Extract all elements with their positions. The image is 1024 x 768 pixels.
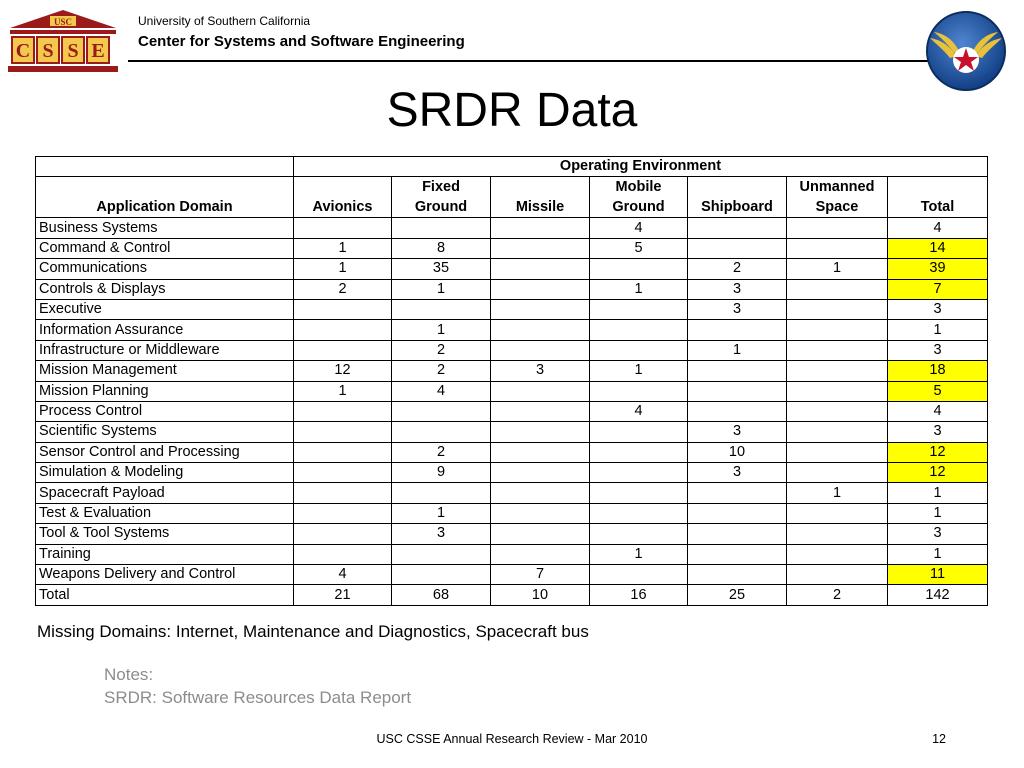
domain-cell: Mission Management (36, 361, 294, 381)
value-cell (491, 218, 590, 238)
table-row (36, 361, 988, 381)
value-cell (491, 299, 590, 319)
domain-cell: Total (36, 585, 294, 605)
total-cell: 1 (888, 320, 988, 340)
total-cell: 142 (888, 585, 988, 605)
page-number: 12 (932, 732, 946, 746)
value-cell (491, 340, 590, 360)
header-divider (128, 60, 928, 62)
value-cell (491, 544, 590, 564)
empty-corner-cell (36, 157, 294, 177)
notes-body: SRDR: Software Resources Data Report (104, 688, 412, 707)
table-row (36, 524, 988, 544)
domain-cell: Process Control (36, 401, 294, 421)
value-cell: 1 (590, 361, 688, 381)
table-row (36, 340, 988, 360)
value-cell: 7 (491, 565, 590, 585)
value-cell: 1 (590, 279, 688, 299)
value-cell: 4 (590, 401, 688, 421)
column-header-unmanned-space: Unmanned Space (787, 177, 888, 218)
value-cell: 2 (392, 361, 491, 381)
value-cell (392, 483, 491, 503)
air-force-roundel-logo (920, 10, 1012, 92)
value-cell: 21 (294, 585, 392, 605)
table-row (36, 585, 988, 605)
value-cell (491, 238, 590, 258)
domain-cell: Scientific Systems (36, 422, 294, 442)
value-cell: 9 (392, 463, 491, 483)
table-row (36, 503, 988, 523)
total-cell: 4 (888, 401, 988, 421)
total-cell: 1 (888, 483, 988, 503)
value-cell (491, 524, 590, 544)
domain-cell: Spacecraft Payload (36, 483, 294, 503)
value-cell (590, 381, 688, 401)
value-cell: 2 (688, 259, 787, 279)
value-cell: 8 (392, 238, 491, 258)
table-row (36, 238, 988, 258)
value-cell (294, 442, 392, 462)
total-cell: 12 (888, 463, 988, 483)
value-cell: 1 (392, 503, 491, 523)
column-header-total: Total (888, 177, 988, 218)
value-cell (294, 503, 392, 523)
value-cell: 1 (590, 544, 688, 564)
column-header-missile: Missile (491, 177, 590, 218)
total-cell: 1 (888, 503, 988, 523)
total-cell: 11 (888, 565, 988, 585)
logo-usc-text: USC (53, 17, 73, 27)
operating-environment-header: Operating Environment (294, 157, 988, 177)
column-header-avionics: Avionics (294, 177, 392, 218)
value-cell: 1 (688, 340, 787, 360)
value-cell (590, 422, 688, 442)
domain-cell: Tool & Tool Systems (36, 524, 294, 544)
table-row (36, 381, 988, 401)
total-cell: 4 (888, 218, 988, 238)
total-cell: 5 (888, 381, 988, 401)
value-cell (787, 401, 888, 421)
value-cell: 1 (294, 381, 392, 401)
domain-cell: Controls & Displays (36, 279, 294, 299)
value-cell: 10 (688, 442, 787, 462)
value-cell (294, 401, 392, 421)
value-cell (491, 320, 590, 340)
value-cell: 16 (590, 585, 688, 605)
total-cell: 3 (888, 340, 988, 360)
value-cell (590, 259, 688, 279)
value-cell (590, 483, 688, 503)
value-cell: 2 (392, 340, 491, 360)
value-cell (491, 381, 590, 401)
total-cell: 3 (888, 422, 988, 442)
value-cell: 3 (688, 463, 787, 483)
value-cell (294, 299, 392, 319)
value-cell (787, 238, 888, 258)
value-cell (787, 442, 888, 462)
value-cell (688, 544, 787, 564)
column-header-fixed-ground: Fixed Ground (392, 177, 491, 218)
table-row (36, 544, 988, 564)
value-cell: 5 (590, 238, 688, 258)
value-cell (491, 463, 590, 483)
table-row (36, 483, 988, 503)
group-header-row (36, 157, 988, 177)
center-name: Center for Systems and Software Engineering (138, 33, 465, 50)
table-row (36, 320, 988, 340)
column-header-row (36, 177, 988, 218)
total-cell: 12 (888, 442, 988, 462)
notes-heading: Notes: (104, 665, 154, 684)
table-row (36, 463, 988, 483)
value-cell (590, 503, 688, 523)
total-cell: 7 (888, 279, 988, 299)
value-cell (787, 381, 888, 401)
value-cell (787, 503, 888, 523)
value-cell (688, 361, 787, 381)
domain-cell: Training (36, 544, 294, 564)
value-cell (491, 503, 590, 523)
value-cell: 3 (491, 361, 590, 381)
value-cell: 1 (294, 259, 392, 279)
value-cell: 25 (688, 585, 787, 605)
value-cell (787, 422, 888, 442)
footer-text: USC CSSE Annual Research Review - Mar 2010 (376, 732, 648, 746)
value-cell (787, 299, 888, 319)
domain-cell: Executive (36, 299, 294, 319)
table-body (36, 218, 988, 605)
value-cell (392, 218, 491, 238)
total-cell: 14 (888, 238, 988, 258)
column-header-shipboard: Shipboard (688, 177, 787, 218)
value-cell (392, 544, 491, 564)
value-cell: 4 (392, 381, 491, 401)
value-cell (590, 524, 688, 544)
value-cell: 3 (688, 299, 787, 319)
value-cell (590, 565, 688, 585)
value-cell: 1 (294, 238, 392, 258)
value-cell: 4 (294, 565, 392, 585)
domain-cell: Business Systems (36, 218, 294, 238)
value-cell (590, 299, 688, 319)
value-cell (688, 401, 787, 421)
value-cell (787, 544, 888, 564)
value-cell (787, 279, 888, 299)
logo-letter-s1: S (42, 40, 54, 62)
value-cell (294, 218, 392, 238)
domain-cell: Communications (36, 259, 294, 279)
table-row (36, 299, 988, 319)
table-row (36, 442, 988, 462)
table-row (36, 218, 988, 238)
value-cell: 1 (787, 483, 888, 503)
srdr-data-table (35, 156, 988, 606)
value-cell (688, 524, 787, 544)
value-cell (392, 401, 491, 421)
value-cell (688, 483, 787, 503)
domain-cell: Simulation & Modeling (36, 463, 294, 483)
value-cell (688, 565, 787, 585)
org-name: University of Southern California (138, 14, 311, 28)
value-cell (590, 442, 688, 462)
value-cell: 2 (787, 585, 888, 605)
value-cell (294, 483, 392, 503)
domain-cell: Information Assurance (36, 320, 294, 340)
value-cell (294, 524, 392, 544)
value-cell: 1 (392, 279, 491, 299)
table-row (36, 565, 988, 585)
table-row (36, 279, 988, 299)
value-cell (688, 381, 787, 401)
value-cell (688, 503, 787, 523)
total-cell: 18 (888, 361, 988, 381)
total-cell: 39 (888, 259, 988, 279)
domain-cell: Weapons Delivery and Control (36, 565, 294, 585)
value-cell: 35 (392, 259, 491, 279)
value-cell (688, 218, 787, 238)
value-cell: 10 (491, 585, 590, 605)
domain-cell: Infrastructure or Middleware (36, 340, 294, 360)
total-cell: 1 (888, 544, 988, 564)
table-row (36, 401, 988, 421)
logo-letter-e: E (91, 40, 105, 62)
value-cell (392, 299, 491, 319)
value-cell (491, 401, 590, 421)
value-cell (787, 361, 888, 381)
value-cell (392, 565, 491, 585)
slide-title: SRDR Data (386, 84, 638, 137)
value-cell (787, 320, 888, 340)
value-cell (590, 320, 688, 340)
domain-cell: Sensor Control and Processing (36, 442, 294, 462)
value-cell (294, 422, 392, 442)
value-cell (787, 218, 888, 238)
value-cell (491, 259, 590, 279)
value-cell (688, 320, 787, 340)
value-cell (491, 279, 590, 299)
value-cell (787, 463, 888, 483)
value-cell: 1 (787, 259, 888, 279)
value-cell: 12 (294, 361, 392, 381)
value-cell (294, 544, 392, 564)
value-cell: 3 (688, 279, 787, 299)
value-cell (590, 340, 688, 360)
value-cell: 3 (392, 524, 491, 544)
table-row (36, 422, 988, 442)
column-header-mobile-ground: Mobile Ground (590, 177, 688, 218)
total-cell: 3 (888, 299, 988, 319)
value-cell: 2 (294, 279, 392, 299)
value-cell (787, 340, 888, 360)
total-cell: 3 (888, 524, 988, 544)
value-cell (294, 320, 392, 340)
missing-domains-text: Missing Domains: Internet, Maintenance and Diagnostics, Spacecraft bus (37, 622, 589, 641)
value-cell (294, 340, 392, 360)
usc-csse-logo (6, 10, 120, 74)
value-cell (590, 463, 688, 483)
value-cell (491, 422, 590, 442)
value-cell (787, 524, 888, 544)
value-cell (491, 442, 590, 462)
domain-cell: Test & Evaluation (36, 503, 294, 523)
value-cell: 1 (392, 320, 491, 340)
logo-letter-c: C (15, 40, 31, 62)
domain-cell: Mission Planning (36, 381, 294, 401)
value-cell (688, 238, 787, 258)
value-cell: 4 (590, 218, 688, 238)
column-header-application-domain: Application Domain (36, 177, 294, 218)
value-cell (294, 463, 392, 483)
logo-letter-s2: S (67, 40, 79, 62)
value-cell (491, 483, 590, 503)
value-cell (392, 422, 491, 442)
value-cell (787, 565, 888, 585)
value-cell: 68 (392, 585, 491, 605)
value-cell: 3 (688, 422, 787, 442)
table-row (36, 259, 988, 279)
domain-cell: Command & Control (36, 238, 294, 258)
value-cell: 2 (392, 442, 491, 462)
